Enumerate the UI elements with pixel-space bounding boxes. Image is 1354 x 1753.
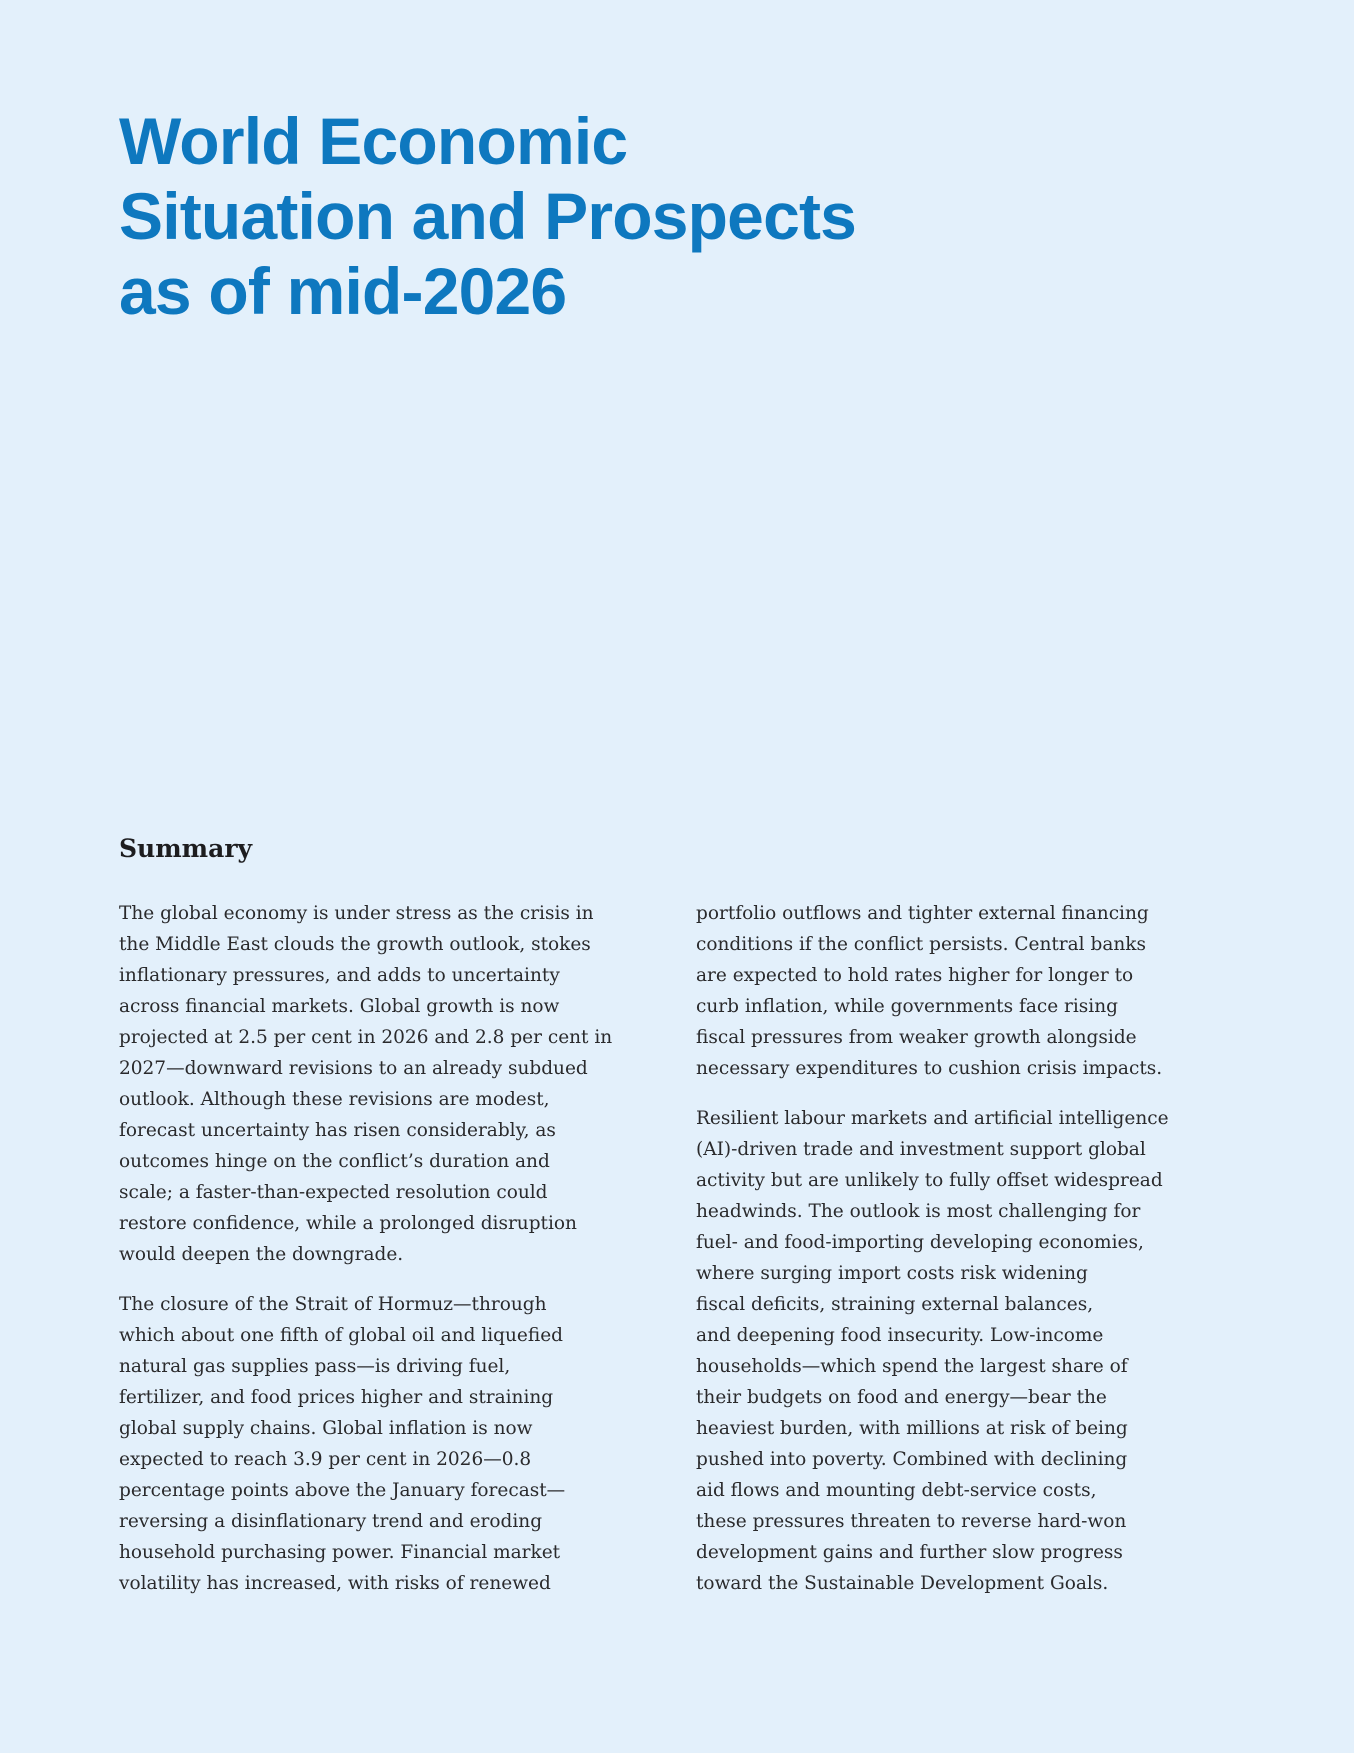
text-line: outlook. Although these revisions are modest,: [119, 1089, 550, 1110]
text-line: where surging import costs risk widening: [696, 1263, 1088, 1284]
text-line: development gains and further slow progress: [696, 1542, 1123, 1563]
text-line: percentage points above the January forecast—: [119, 1480, 566, 1501]
text-line: The global economy is under stress as the crisis in: [119, 903, 594, 924]
summary-column-right: [696, 898, 1236, 1618]
text-line: inflationary pressures, and adds to uncertainty: [119, 965, 560, 986]
text-line: their budgets on food and energy—bear the: [696, 1387, 1107, 1408]
text-line: fiscal pressures from weaker growth alongside: [696, 1027, 1137, 1048]
text-line: scale; a faster-than-expected resolution could: [119, 1182, 548, 1203]
text-line: global supply chains. Global inflation is now: [119, 1418, 533, 1439]
text-line: heaviest burden, with millions at risk of being: [696, 1418, 1128, 1439]
text-line: are expected to hold rates higher for longer to: [696, 965, 1134, 986]
text-line: households—which spend the largest share of: [696, 1356, 1128, 1377]
text-line: across financial markets. Global growth is now: [119, 996, 560, 1017]
text-line: portfolio outflows and tighter external financing: [696, 903, 1149, 924]
text-line: activity but are unlikely to fully offset widespread: [696, 1170, 1163, 1191]
text-line: forecast uncertainty has risen considerably, as: [119, 1120, 556, 1141]
title-line: World Economic: [119, 104, 628, 178]
text-line: the Middle East clouds the growth outlook, stokes: [119, 934, 591, 955]
summary-paragraph: [696, 898, 1236, 1084]
summary-paragraph: [119, 898, 659, 1270]
text-line: toward the Sustainable Development Goals.: [696, 1573, 1109, 1594]
text-line: natural gas supplies pass—is driving fuel,: [119, 1356, 511, 1377]
summary-paragraph: [119, 1289, 659, 1599]
text-line: headwinds. The outlook is most challenging for: [696, 1201, 1141, 1222]
page-title: [119, 104, 879, 329]
summary-paragraph: [696, 1103, 1236, 1599]
summary-column-left: [119, 898, 659, 1618]
text-line: fuel- and food-importing developing economies,: [696, 1232, 1144, 1253]
title-line: Situation and Prospects: [119, 179, 857, 253]
text-line: conditions if the conflict persists. Central banks: [696, 934, 1146, 955]
summary-heading: Summary: [119, 834, 253, 863]
text-line: which about one fifth of global oil and liquefied: [119, 1325, 563, 1346]
text-line: these pressures threaten to reverse hard-won: [696, 1511, 1127, 1532]
text-line: would deepen the downgrade.: [119, 1244, 404, 1265]
text-line: The closure of the Strait of Hormuz—through: [119, 1294, 547, 1315]
text-line: aid flows and mounting debt-service costs,: [696, 1480, 1097, 1501]
text-line: (AI)-driven trade and investment support global: [696, 1139, 1146, 1160]
text-line: expected to reach 3.9 per cent in 2026—0.8: [119, 1449, 532, 1470]
text-line: Resilient labour markets and artificial intelligence: [696, 1108, 1169, 1129]
title-line: as of mid-2026: [119, 254, 567, 328]
text-line: household purchasing power. Financial market: [119, 1542, 561, 1563]
text-line: projected at 2.5 per cent in 2026 and 2.8 per cent in: [119, 1027, 613, 1048]
text-line: outcomes hinge on the conflict’s duration and: [119, 1151, 550, 1172]
text-line: reversing a disinflationary trend and eroding: [119, 1511, 543, 1532]
text-line: pushed into poverty. Combined with declining: [696, 1449, 1128, 1470]
text-line: and deepening food insecurity. Low-income: [696, 1325, 1104, 1346]
text-line: volatility has increased, with risks of renewed: [119, 1573, 551, 1594]
text-line: 2027—downward revisions to an already subdued: [119, 1058, 588, 1079]
text-line: curb inflation, while governments face rising: [696, 996, 1118, 1017]
text-line: restore confidence, while a prolonged disruption: [119, 1213, 577, 1234]
text-line: necessary expenditures to cushion crisis impacts.: [696, 1058, 1163, 1079]
text-line: fertilizer, and food prices higher and straining: [119, 1387, 554, 1408]
text-line: fiscal deficits, straining external balances,: [696, 1294, 1094, 1315]
